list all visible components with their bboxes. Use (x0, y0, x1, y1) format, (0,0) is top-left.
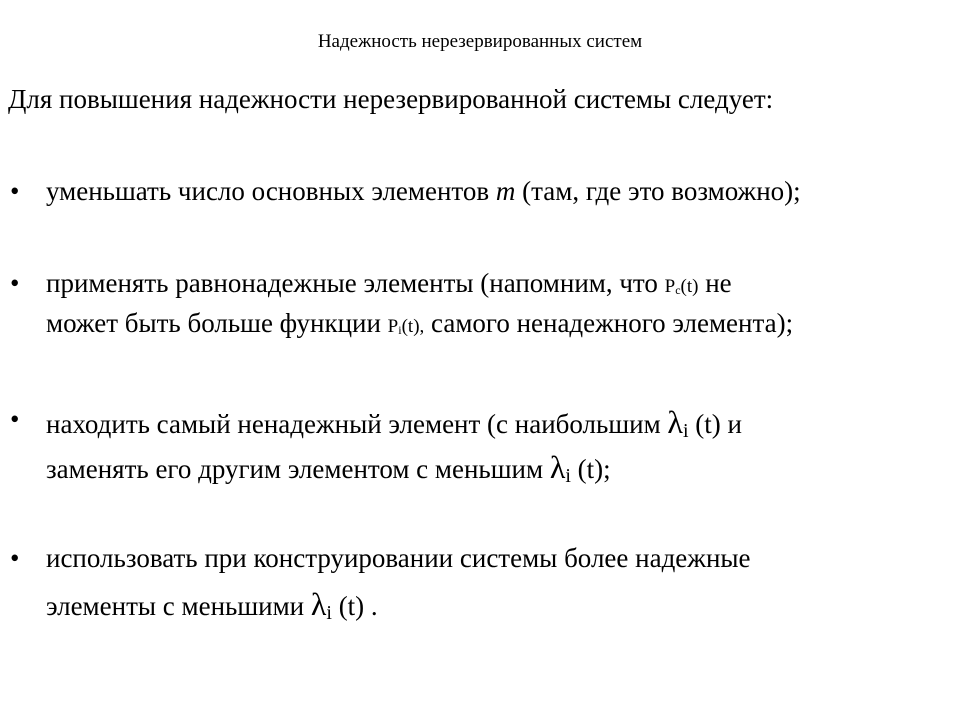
bullet-3-line-1: находить самый ненадежный элемент (с наибольшим λi (t) и (46, 404, 742, 442)
bullet-2-line-1: применять равнонадежные элементы (напомним, что Pc(t) не (46, 268, 732, 298)
bullet-marker: • (10, 404, 20, 434)
bullet-2-line-2: может быть больше функции Pi(t), самого ненадежного элемента); (46, 308, 794, 338)
bullet-3-line-2: заменять его другим элементом с меньшим λi (t); (46, 449, 611, 487)
bullet-marker: • (10, 176, 20, 206)
bullet-4-line-1: использовать при конструировании системы более надежные (46, 543, 751, 573)
bullet-marker: • (10, 543, 20, 573)
bullet-4-line-2: элементы с меньшими λi (t) . (46, 586, 378, 624)
lead-text: Для повышения надежности нерезервированной системы следует: (8, 84, 774, 114)
bullet-marker: • (10, 268, 20, 298)
slide-title: Надежность нерезервированных систем (317, 31, 643, 52)
bullet-1-text: уменьшать число основных элементов m (там, где это возможно); (46, 176, 801, 206)
